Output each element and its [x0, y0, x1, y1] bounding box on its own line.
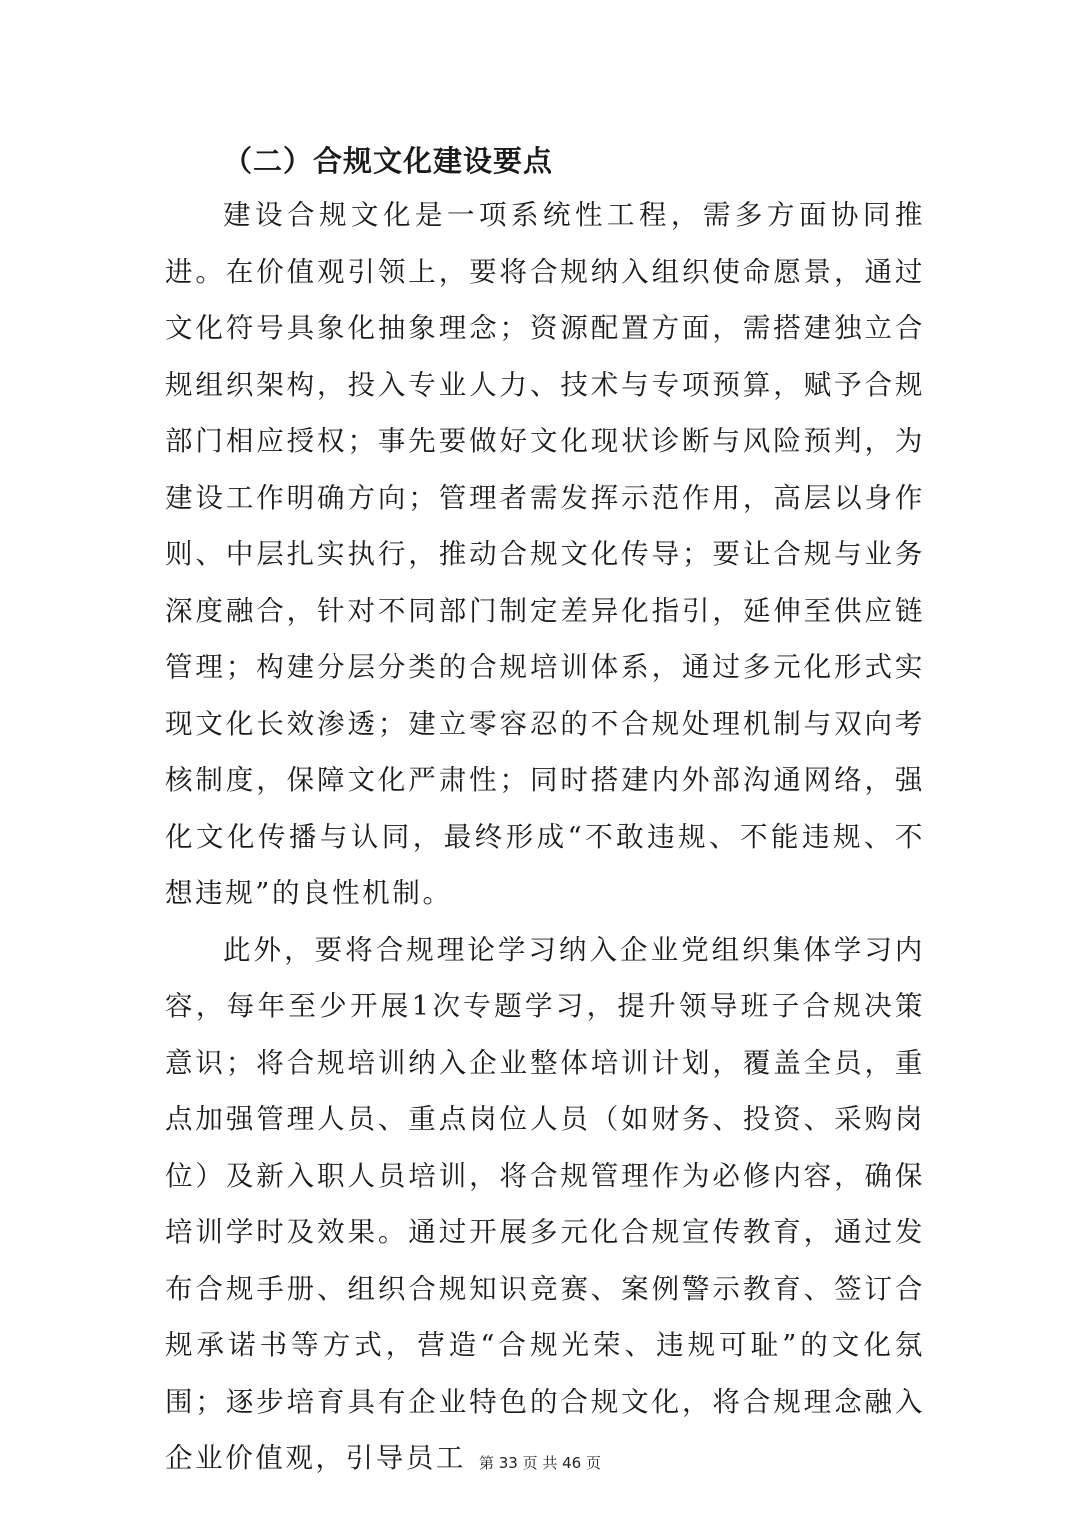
page-footer: 第 33 页 共 46 页 — [478, 1454, 601, 1472]
body-paragraph-2: 此外，要将合规理论学习纳入企业党组织集体学习内容，每年至少开展1次专题学习，提升领导班子合规决策意识；将合规培训纳入企业整体培训计划，覆盖全员，重点加强管理人员、重点岗位人员（如财务、投资、采购岗位）及新入职人员培训，将合规管理作为必修内容，确保培训学时及效果。通过开展多元化合规宣传教育，通过发布合规手册、组织合规知识竞赛、案例警示教育、签订合规承诺书等方式，营造“合规光荣、违规可耻”的文化氛围；逐步培育具有企业特色的合规文化，将合规理念融入企业价值观，引导员工 — [165, 933, 925, 1474]
page-content — [165, 135, 925, 1487]
section-heading: （二）合规文化建设要点 — [223, 144, 554, 178]
body-paragraph-1: 建设合规文化是一项系统性工程，需多方面协同推进。在价值观引领上，要将合规纳入组织使命愿景，通过文化符号具象化抽象理念；资源配置方面，需搭建独立合规组织架构，投入专业人力、技术与专项预算，赋予合规部门相应授权；事先要做好文化现状诊断与风险预判，为建设工作明确方向；管理者需发挥示范作用，高层以身作则、中层扎实执行，推动合规文化传导；要让合规与业务深度融合，针对不同部门制定差异化指引，延伸至供应链管理；构建分层分类的合规培训体系，通过多元化形式实现文化长效渗透；建立零容忍的不合规处理机制与双向考核制度，保障文化严肃性；同时搭建内外部沟通网络，强化文化传播与认同，最终形成“不敢违规、不能违规、不想违规”的良性机制。 — [165, 199, 925, 909]
